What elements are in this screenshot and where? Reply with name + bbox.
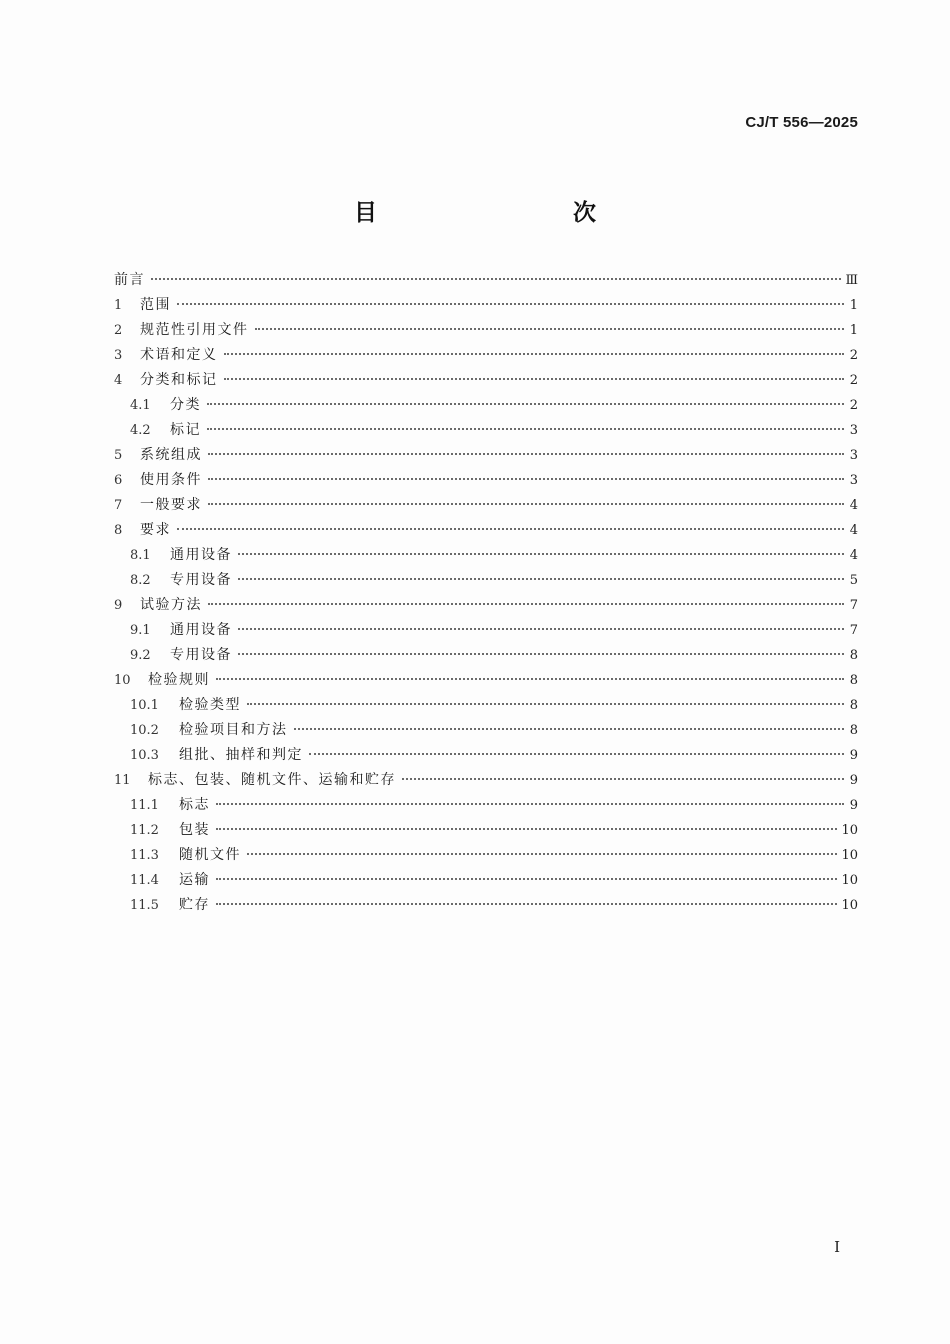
dot-leader: [216, 678, 844, 680]
toc-entry-title: 包装: [179, 822, 210, 838]
toc-entry-number: 9.2: [130, 648, 151, 663]
toc-entry-number: 10.1: [130, 698, 159, 713]
dot-leader: [238, 628, 844, 630]
toc-page-number: 4: [849, 523, 858, 538]
toc-entry-8-2[interactable]: [114, 568, 858, 593]
toc-entry-number: 4.2: [130, 423, 151, 438]
toc-entry-5[interactable]: [114, 443, 858, 468]
toc-entry-number: 4.1: [130, 398, 151, 413]
dot-leader: [151, 278, 841, 280]
toc-entry-10-1[interactable]: [114, 693, 858, 718]
toc-entry-1[interactable]: [114, 293, 858, 318]
toc-entry-11-3[interactable]: [114, 843, 858, 868]
toc-entry-number: 8.2: [130, 573, 151, 588]
toc-entry-8-1[interactable]: [114, 543, 858, 568]
dot-leader: [208, 453, 844, 455]
toc-entry-4-2[interactable]: [114, 418, 858, 443]
toc-entry-title: 试验方法: [140, 597, 202, 613]
table-of-contents: [114, 268, 858, 918]
toc-entry-title: 使用条件: [140, 472, 202, 488]
toc-entry-number: 4: [114, 373, 123, 388]
toc-entry-title: 专用设备: [170, 647, 232, 663]
dot-leader: [216, 803, 844, 805]
toc-page-number: 10: [841, 823, 858, 838]
toc-entry-10-2[interactable]: [114, 718, 858, 743]
toc-entry-10-3[interactable]: [114, 743, 858, 768]
toc-entry-title: 通用设备: [170, 622, 232, 638]
toc-page-number: 10: [841, 873, 858, 888]
dot-leader: [208, 503, 844, 505]
dot-leader: [207, 403, 844, 405]
toc-entry-7[interactable]: [114, 493, 858, 518]
toc-entry-title: 贮存: [179, 897, 210, 913]
toc-entry-number: 2: [114, 323, 123, 338]
toc-entry-title: 标志: [179, 797, 210, 813]
toc-entry-title: 分类: [170, 397, 201, 413]
dot-leader: [238, 553, 844, 555]
toc-entry-foreword[interactable]: [114, 268, 858, 293]
toc-entry-6[interactable]: [114, 468, 858, 493]
toc-entry-number: 10.2: [130, 723, 159, 738]
toc-page-number: 9: [849, 748, 858, 763]
toc-page-number: 8: [849, 648, 858, 663]
toc-entry-number: 10.3: [130, 748, 159, 763]
toc-entry-4[interactable]: [114, 368, 858, 393]
dot-leader: [224, 378, 845, 380]
toc-page-number: 8: [849, 698, 858, 713]
dot-leader: [207, 428, 844, 430]
toc-entry-number: 11.4: [130, 873, 159, 888]
toc-entry-title: 范围: [140, 297, 171, 313]
toc-entry-title: 分类和标记: [140, 372, 218, 388]
toc-entry-title: 前言: [114, 272, 145, 288]
toc-entry-title: 要求: [140, 522, 171, 538]
toc-entry-title: 检验类型: [179, 697, 241, 713]
toc-entry-11-4[interactable]: [114, 868, 858, 893]
toc-entry-11-2[interactable]: [114, 818, 858, 843]
toc-entry-number: 11: [114, 773, 131, 788]
toc-entry-4-1[interactable]: [114, 393, 858, 418]
toc-entry-title: 运输: [179, 872, 210, 888]
dot-leader: [309, 753, 844, 755]
toc-page-number: 9: [849, 773, 858, 788]
toc-entry-8[interactable]: [114, 518, 858, 543]
toc-entry-title: 组批、抽样和判定: [179, 747, 303, 763]
toc-entry-number: 1: [114, 298, 123, 313]
toc-page-number: 8: [849, 673, 858, 688]
dot-leader: [177, 303, 844, 305]
toc-entry-2[interactable]: [114, 318, 858, 343]
toc-entry-number: 10: [114, 673, 131, 688]
dot-leader: [402, 778, 844, 780]
toc-entry-number: 6: [114, 473, 123, 488]
toc-entry-title: 专用设备: [170, 572, 232, 588]
toc-entry-9-1[interactable]: [114, 618, 858, 643]
toc-entry-number: 11.5: [130, 898, 159, 913]
toc-entry-number: 5: [114, 448, 123, 463]
toc-page-number: 3: [849, 423, 858, 438]
toc-entry-title: 术语和定义: [140, 347, 218, 363]
standard-code: CJ/T 556—2025: [745, 114, 858, 131]
toc-page-number: 7: [849, 623, 858, 638]
toc-page-number: 10: [841, 898, 858, 913]
dot-leader: [177, 528, 844, 530]
toc-page-number: 1: [849, 298, 858, 313]
toc-page-number: 2: [849, 398, 858, 413]
toc-entry-number: 9: [114, 598, 123, 613]
toc-page-number: 8: [849, 723, 858, 738]
toc-entry-number: 7: [114, 498, 123, 513]
toc-entry-number: 3: [114, 348, 123, 363]
dot-leader: [216, 878, 837, 880]
toc-entry-11-5[interactable]: [114, 893, 858, 918]
toc-entry-number: 11.2: [130, 823, 159, 838]
toc-entry-11-1[interactable]: [114, 793, 858, 818]
toc-entry-3[interactable]: [114, 343, 858, 368]
toc-page-number: 4: [849, 548, 858, 563]
toc-page-number: 9: [849, 798, 858, 813]
toc-entry-title: 系统组成: [140, 447, 202, 463]
toc-entry-number: 8.1: [130, 548, 151, 563]
toc-entry-title: 检验规则: [148, 672, 210, 688]
dot-leader: [247, 853, 837, 855]
toc-entry-title: 随机文件: [179, 847, 241, 863]
toc-page-number: 2: [849, 373, 858, 388]
toc-entry-9[interactable]: [114, 593, 858, 618]
toc-entry-number: 8: [114, 523, 123, 538]
toc-entry-title: 标记: [170, 422, 201, 438]
dot-leader: [238, 653, 844, 655]
page-number: I: [834, 1238, 840, 1256]
toc-entry-11[interactable]: [114, 768, 858, 793]
toc-title: 目 次: [354, 200, 646, 226]
toc-page-number: 10: [841, 848, 858, 863]
toc-page-number: Ⅲ: [845, 273, 858, 288]
toc-entry-number: 11.1: [130, 798, 159, 813]
dot-leader: [255, 328, 845, 330]
toc-page-number: 7: [849, 598, 858, 613]
toc-page-number: 3: [849, 473, 858, 488]
toc-page-number: 2: [849, 348, 858, 363]
toc-entry-10[interactable]: [114, 668, 858, 693]
toc-entry-9-2[interactable]: [114, 643, 858, 668]
toc-page-number: 4: [849, 498, 858, 513]
toc-page-number: 5: [849, 573, 858, 588]
toc-entry-title: 通用设备: [170, 547, 232, 563]
toc-entry-number: 11.3: [130, 848, 159, 863]
toc-entry-number: 9.1: [130, 623, 151, 638]
dot-leader: [208, 603, 844, 605]
toc-entry-title: 标志、包装、随机文件、运输和贮存: [148, 772, 396, 788]
dot-leader: [238, 578, 844, 580]
dot-leader: [208, 478, 844, 480]
dot-leader: [294, 728, 845, 730]
toc-entry-title: 一般要求: [140, 497, 202, 513]
dot-leader: [247, 703, 844, 705]
toc-entry-title: 检验项目和方法: [179, 722, 288, 738]
dot-leader: [224, 353, 845, 355]
dot-leader: [216, 828, 837, 830]
toc-page-number: 3: [849, 448, 858, 463]
toc-page-number: 1: [849, 323, 858, 338]
toc-entry-title: 规范性引用文件: [140, 322, 249, 338]
dot-leader: [216, 903, 837, 905]
